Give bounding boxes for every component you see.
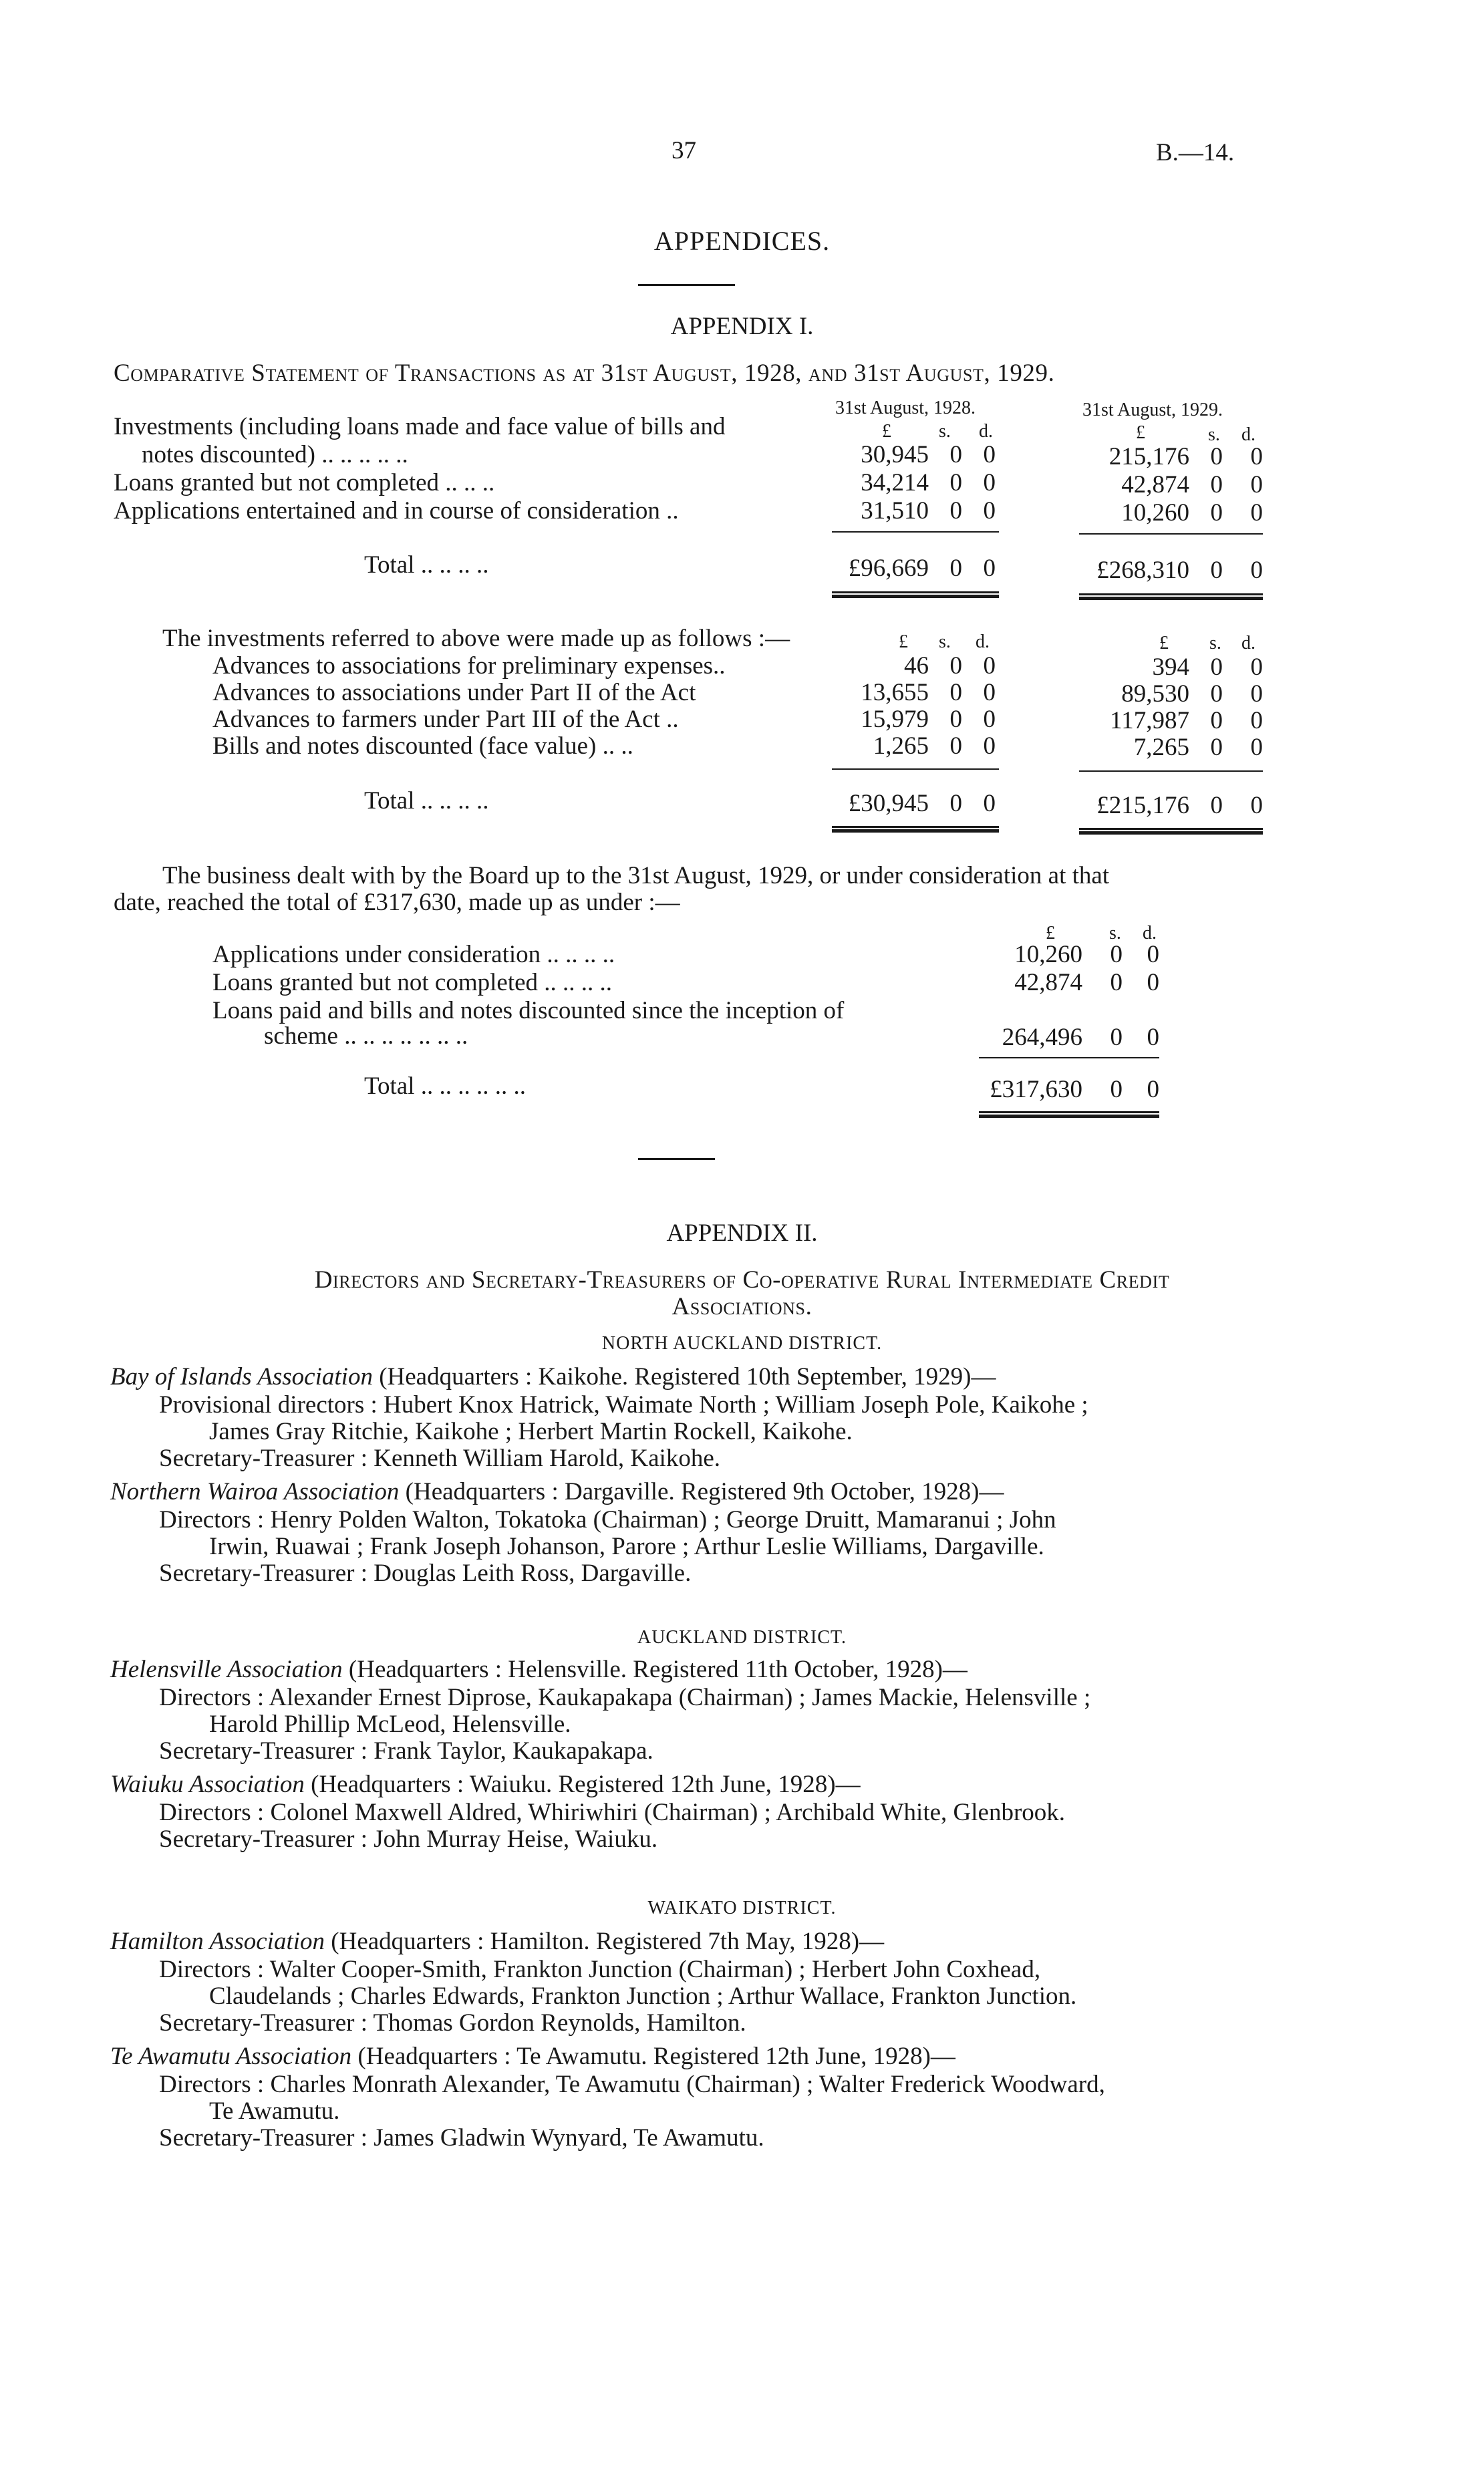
- double-rule: [832, 826, 999, 833]
- directors-line: Harold Phillip McLeod, Helensville.: [209, 1711, 571, 1738]
- bus-total-value: £317,630: [990, 1076, 1082, 1103]
- inv-d: 0: [1250, 707, 1263, 734]
- inv-total-d: 0: [983, 790, 996, 817]
- association-info: (Headquarters : Hamilton. Registered 7th May, 1928)—: [325, 1928, 885, 1955]
- inv-d: 0: [1250, 680, 1263, 708]
- association-entry: [110, 1656, 968, 1684]
- lsd-pound: £: [1136, 422, 1145, 443]
- bus-s: 0: [1110, 941, 1123, 968]
- inv-d: 0: [983, 706, 996, 733]
- inv-total-1928: £30,945: [848, 790, 929, 817]
- appendix2-subtitle: Associations.: [672, 1293, 812, 1320]
- inv-s: 0: [949, 652, 962, 680]
- lsd-pence: d.: [979, 421, 993, 442]
- association-info: (Headquarters : Te Awamutu. Registered 12th June, 1928)—: [351, 2043, 955, 2070]
- bus-s: 0: [1110, 969, 1123, 996]
- row-label: Investments (including loans made and face value of bills and: [114, 413, 726, 440]
- association-entry: [110, 1928, 884, 1956]
- directors-line: Directors : Alexander Ernest Diprose, Kaukapakapa (Chairman) ; James Mackie, Helensville ;: [159, 1684, 1091, 1711]
- total-s: 0: [1210, 557, 1223, 584]
- value-s: 0: [949, 441, 962, 468]
- directors-line: Directors : Colonel Maxwell Aldred, Whiriwhiri (Chairman) ; Archibald White, Glenbrook.: [159, 1799, 1066, 1826]
- bus-value: 264,496: [1002, 1024, 1082, 1051]
- value-d: 0: [1250, 471, 1263, 498]
- association-name: Northern Wairoa Association: [110, 1478, 400, 1505]
- inv-1928: 15,979: [861, 706, 929, 733]
- sum-rule: [1079, 770, 1263, 772]
- lsd-pound: £: [882, 421, 891, 442]
- directors-line: Provisional directors : Hubert Knox Hatrick, Waimate North ; William Joseph Pole, Kaikohe ;: [159, 1391, 1088, 1419]
- secretary-line: Secretary-Treasurer : Thomas Gordon Reynolds, Hamilton.: [159, 2009, 746, 2037]
- lsd-shilling: s.: [1209, 633, 1221, 653]
- double-rule: [1079, 828, 1263, 835]
- bus-total-d: 0: [1147, 1076, 1159, 1103]
- inv-1929: 117,987: [1110, 707, 1189, 734]
- value-d: 0: [983, 469, 996, 496]
- association-info: (Headquarters : Helensville. Registered 11th October, 1928)—: [342, 1656, 968, 1683]
- value-d: 0: [1250, 443, 1263, 470]
- appendices-title: APPENDICES.: [653, 226, 831, 256]
- appendix2-subtitle: Directors and Secretary-Treasurers of Co-operative Rural Intermediate Credit: [314, 1266, 1170, 1294]
- lsd-pound: £: [1046, 923, 1055, 943]
- bus-label: Loans paid and bills and notes discounted since the inception of: [212, 997, 845, 1024]
- association-name: Hamilton Association: [110, 1928, 325, 1955]
- secretary-line: Secretary-Treasurer : Frank Taylor, Kaukapakapa.: [159, 1737, 653, 1765]
- inv-s: 0: [949, 732, 962, 760]
- secretary-line: Secretary-Treasurer : Douglas Leith Ross, Dargaville.: [159, 1560, 692, 1587]
- association-name: Helensville Association: [110, 1656, 343, 1683]
- secretary-line: Secretary-Treasurer : Kenneth William Harold, Kaikohe.: [159, 1445, 720, 1472]
- association-info: (Headquarters : Kaikohe. Registered 10th September, 1929)—: [372, 1363, 996, 1391]
- value-1928: 34,214: [861, 469, 929, 496]
- col-header-1929: 31st August, 1929.: [1082, 400, 1223, 420]
- lsd-pence: d.: [976, 631, 990, 652]
- inv-1929: 394: [1152, 653, 1189, 681]
- association-info: (Headquarters : Dargaville. Registered 9th October, 1928)—: [399, 1478, 1004, 1505]
- inv-total-d: 0: [1250, 792, 1263, 819]
- lsd-shilling: s.: [939, 631, 951, 652]
- inv-1928: 13,655: [861, 679, 929, 706]
- bus-value: 42,874: [1014, 969, 1082, 996]
- doc-code: B.—14.: [1156, 139, 1235, 166]
- inv-d: 0: [1250, 653, 1263, 681]
- total-1929: £268,310: [1096, 557, 1189, 584]
- association-entry: [110, 1478, 1004, 1506]
- association-info: (Headquarters : Waiuku. Registered 12th June, 1928)—: [304, 1771, 861, 1798]
- secretary-line: Secretary-Treasurer : John Murray Heise, Waiuku.: [159, 1826, 658, 1853]
- inv-total-1929: £215,176: [1096, 792, 1189, 819]
- bus-d: 0: [1147, 941, 1159, 968]
- association-name: Bay of Islands Association: [110, 1363, 373, 1391]
- sum-rule: [832, 531, 999, 533]
- district-heading: WAIKATO DISTRICT.: [647, 1898, 837, 1918]
- value-d: 0: [1250, 499, 1263, 527]
- value-s: 0: [949, 469, 962, 496]
- row-label: notes discounted) .. .. .. .. ..: [142, 441, 408, 468]
- double-rule: [979, 1111, 1159, 1118]
- inv-label: Advances to associations under Part II of the Act: [212, 679, 696, 706]
- appendix1-subtitle: Comparative Statement of Transactions as at 31st August, 1928, and 31st August, 1929.: [114, 359, 1055, 387]
- inv-1929: 89,530: [1121, 680, 1189, 708]
- lsd-shilling: s.: [939, 421, 951, 442]
- divider: [638, 284, 735, 286]
- double-rule: [832, 591, 999, 598]
- total-d: 0: [1250, 557, 1263, 584]
- association-name: Waiuku Association: [110, 1771, 305, 1798]
- row-label: Applications entertained and in course of consideration ..: [114, 497, 679, 525]
- directors-line: Irwin, Ruawai ; Frank Joseph Johanson, Parore ; Arthur Leslie Williams, Dargaville.: [209, 1533, 1044, 1560]
- inv-d: 0: [983, 679, 996, 706]
- inv-d: 0: [1250, 734, 1263, 761]
- col-header-1928: 31st August, 1928.: [835, 398, 976, 418]
- investments-intro: The investments referred to above were made up as follows :—: [162, 625, 790, 652]
- value-1929: 42,874: [1121, 471, 1189, 498]
- inv-1928: 46: [904, 652, 929, 680]
- sum-rule: [979, 1057, 1159, 1058]
- directors-line: James Gray Ritchie, Kaikohe ; Herbert Martin Rockell, Kaikohe.: [209, 1418, 853, 1445]
- value-d: 0: [983, 497, 996, 525]
- association-entry: [110, 1771, 861, 1799]
- business-paragraph: The business dealt with by the Board up to the 31st August, 1929, or under consideration at that: [162, 862, 1110, 889]
- association-entry: [110, 1363, 996, 1391]
- bus-s: 0: [1110, 1024, 1123, 1051]
- district-heading: AUCKLAND DISTRICT.: [637, 1627, 847, 1648]
- total-s: 0: [949, 555, 962, 582]
- lsd-pound: £: [1159, 633, 1169, 653]
- page-number: 37: [672, 137, 696, 164]
- inv-1929: 7,265: [1133, 734, 1189, 761]
- lsd-shilling: s.: [1208, 424, 1220, 445]
- inv-s: 0: [949, 679, 962, 706]
- inv-total-s: 0: [949, 790, 962, 817]
- inv-s: 0: [1210, 707, 1223, 734]
- sum-rule: [832, 768, 999, 770]
- appendix2-title: APPENDIX II.: [666, 1219, 818, 1247]
- value-s: 0: [1210, 443, 1223, 470]
- total-1928: £96,669: [848, 555, 929, 582]
- directors-line: Claudelands ; Charles Edwards, Frankton Junction ; Arthur Wallace, Frankton Junction.: [209, 1983, 1077, 2010]
- bus-label: Applications under consideration .. .. .. ..: [212, 941, 615, 968]
- double-rule: [1079, 593, 1263, 600]
- inv-1928: 1,265: [873, 732, 929, 760]
- value-1928: 30,945: [861, 441, 929, 468]
- lsd-pence: d.: [1241, 633, 1255, 653]
- value-d: 0: [983, 441, 996, 468]
- total-label: Total .. .. .. ..: [364, 551, 489, 579]
- association-name: Te Awamutu Association: [110, 2043, 352, 2070]
- lsd-pound: £: [899, 631, 908, 652]
- lsd-pence: d.: [1143, 923, 1157, 943]
- bus-value: 10,260: [1014, 941, 1082, 968]
- value-1929: 215,176: [1108, 443, 1189, 470]
- value-1928: 31,510: [861, 497, 929, 525]
- inv-s: 0: [1210, 680, 1223, 708]
- bus-d: 0: [1147, 1024, 1159, 1051]
- bus-label: scheme .. .. .. .. .. .. ..: [264, 1022, 468, 1050]
- inv-label: Bills and notes discounted (face value) .. ..: [212, 732, 633, 760]
- directors-line: Directors : Henry Polden Walton, Tokatoka (Chairman) ; George Druitt, Mamaranui ; John: [159, 1506, 1056, 1534]
- directors-line: Directors : Walter Cooper-Smith, Frankton Junction (Chairman) ; Herbert John Coxhead,: [159, 1956, 1041, 1983]
- value-s: 0: [949, 497, 962, 525]
- directors-line: Directors : Charles Monrath Alexander, Te Awamutu (Chairman) ; Walter Frederick Woodward,: [159, 2071, 1105, 2098]
- inv-d: 0: [983, 732, 996, 760]
- inv-label: Advances to associations for preliminary expenses..: [212, 652, 726, 680]
- business-paragraph: date, reached the total of £317,630, made up as under :—: [114, 889, 680, 916]
- directors-line: Te Awamutu.: [209, 2097, 340, 2125]
- bus-total-s: 0: [1110, 1076, 1123, 1103]
- sum-rule: [1079, 533, 1263, 535]
- inv-total-s: 0: [1210, 792, 1223, 819]
- inv-total-label: Total .. .. .. ..: [364, 787, 489, 815]
- inv-s: 0: [949, 706, 962, 733]
- lsd-shilling: s.: [1109, 923, 1121, 943]
- association-entry: [110, 2043, 955, 2071]
- section-divider: [638, 1158, 715, 1160]
- appendix1-title: APPENDIX I.: [670, 313, 814, 340]
- bus-total-label: Total .. .. .. .. .. ..: [364, 1072, 526, 1100]
- inv-label: Advances to farmers under Part III of the Act ..: [212, 706, 679, 733]
- inv-s: 0: [1210, 734, 1223, 761]
- bus-label: Loans granted but not completed .. .. .. ..: [212, 969, 613, 996]
- value-s: 0: [1210, 471, 1223, 498]
- row-label: Loans granted but not completed .. .. ..: [114, 469, 495, 496]
- total-d: 0: [983, 555, 996, 582]
- secretary-line: Secretary-Treasurer : James Gladwin Wynyard, Te Awamutu.: [159, 2124, 764, 2152]
- inv-d: 0: [983, 652, 996, 680]
- lsd-pence: d.: [1241, 424, 1255, 445]
- value-1929: 10,260: [1121, 499, 1189, 527]
- inv-s: 0: [1210, 653, 1223, 681]
- value-s: 0: [1210, 499, 1223, 527]
- bus-d: 0: [1147, 969, 1159, 996]
- district-heading: NORTH AUCKLAND DISTRICT.: [601, 1333, 883, 1354]
